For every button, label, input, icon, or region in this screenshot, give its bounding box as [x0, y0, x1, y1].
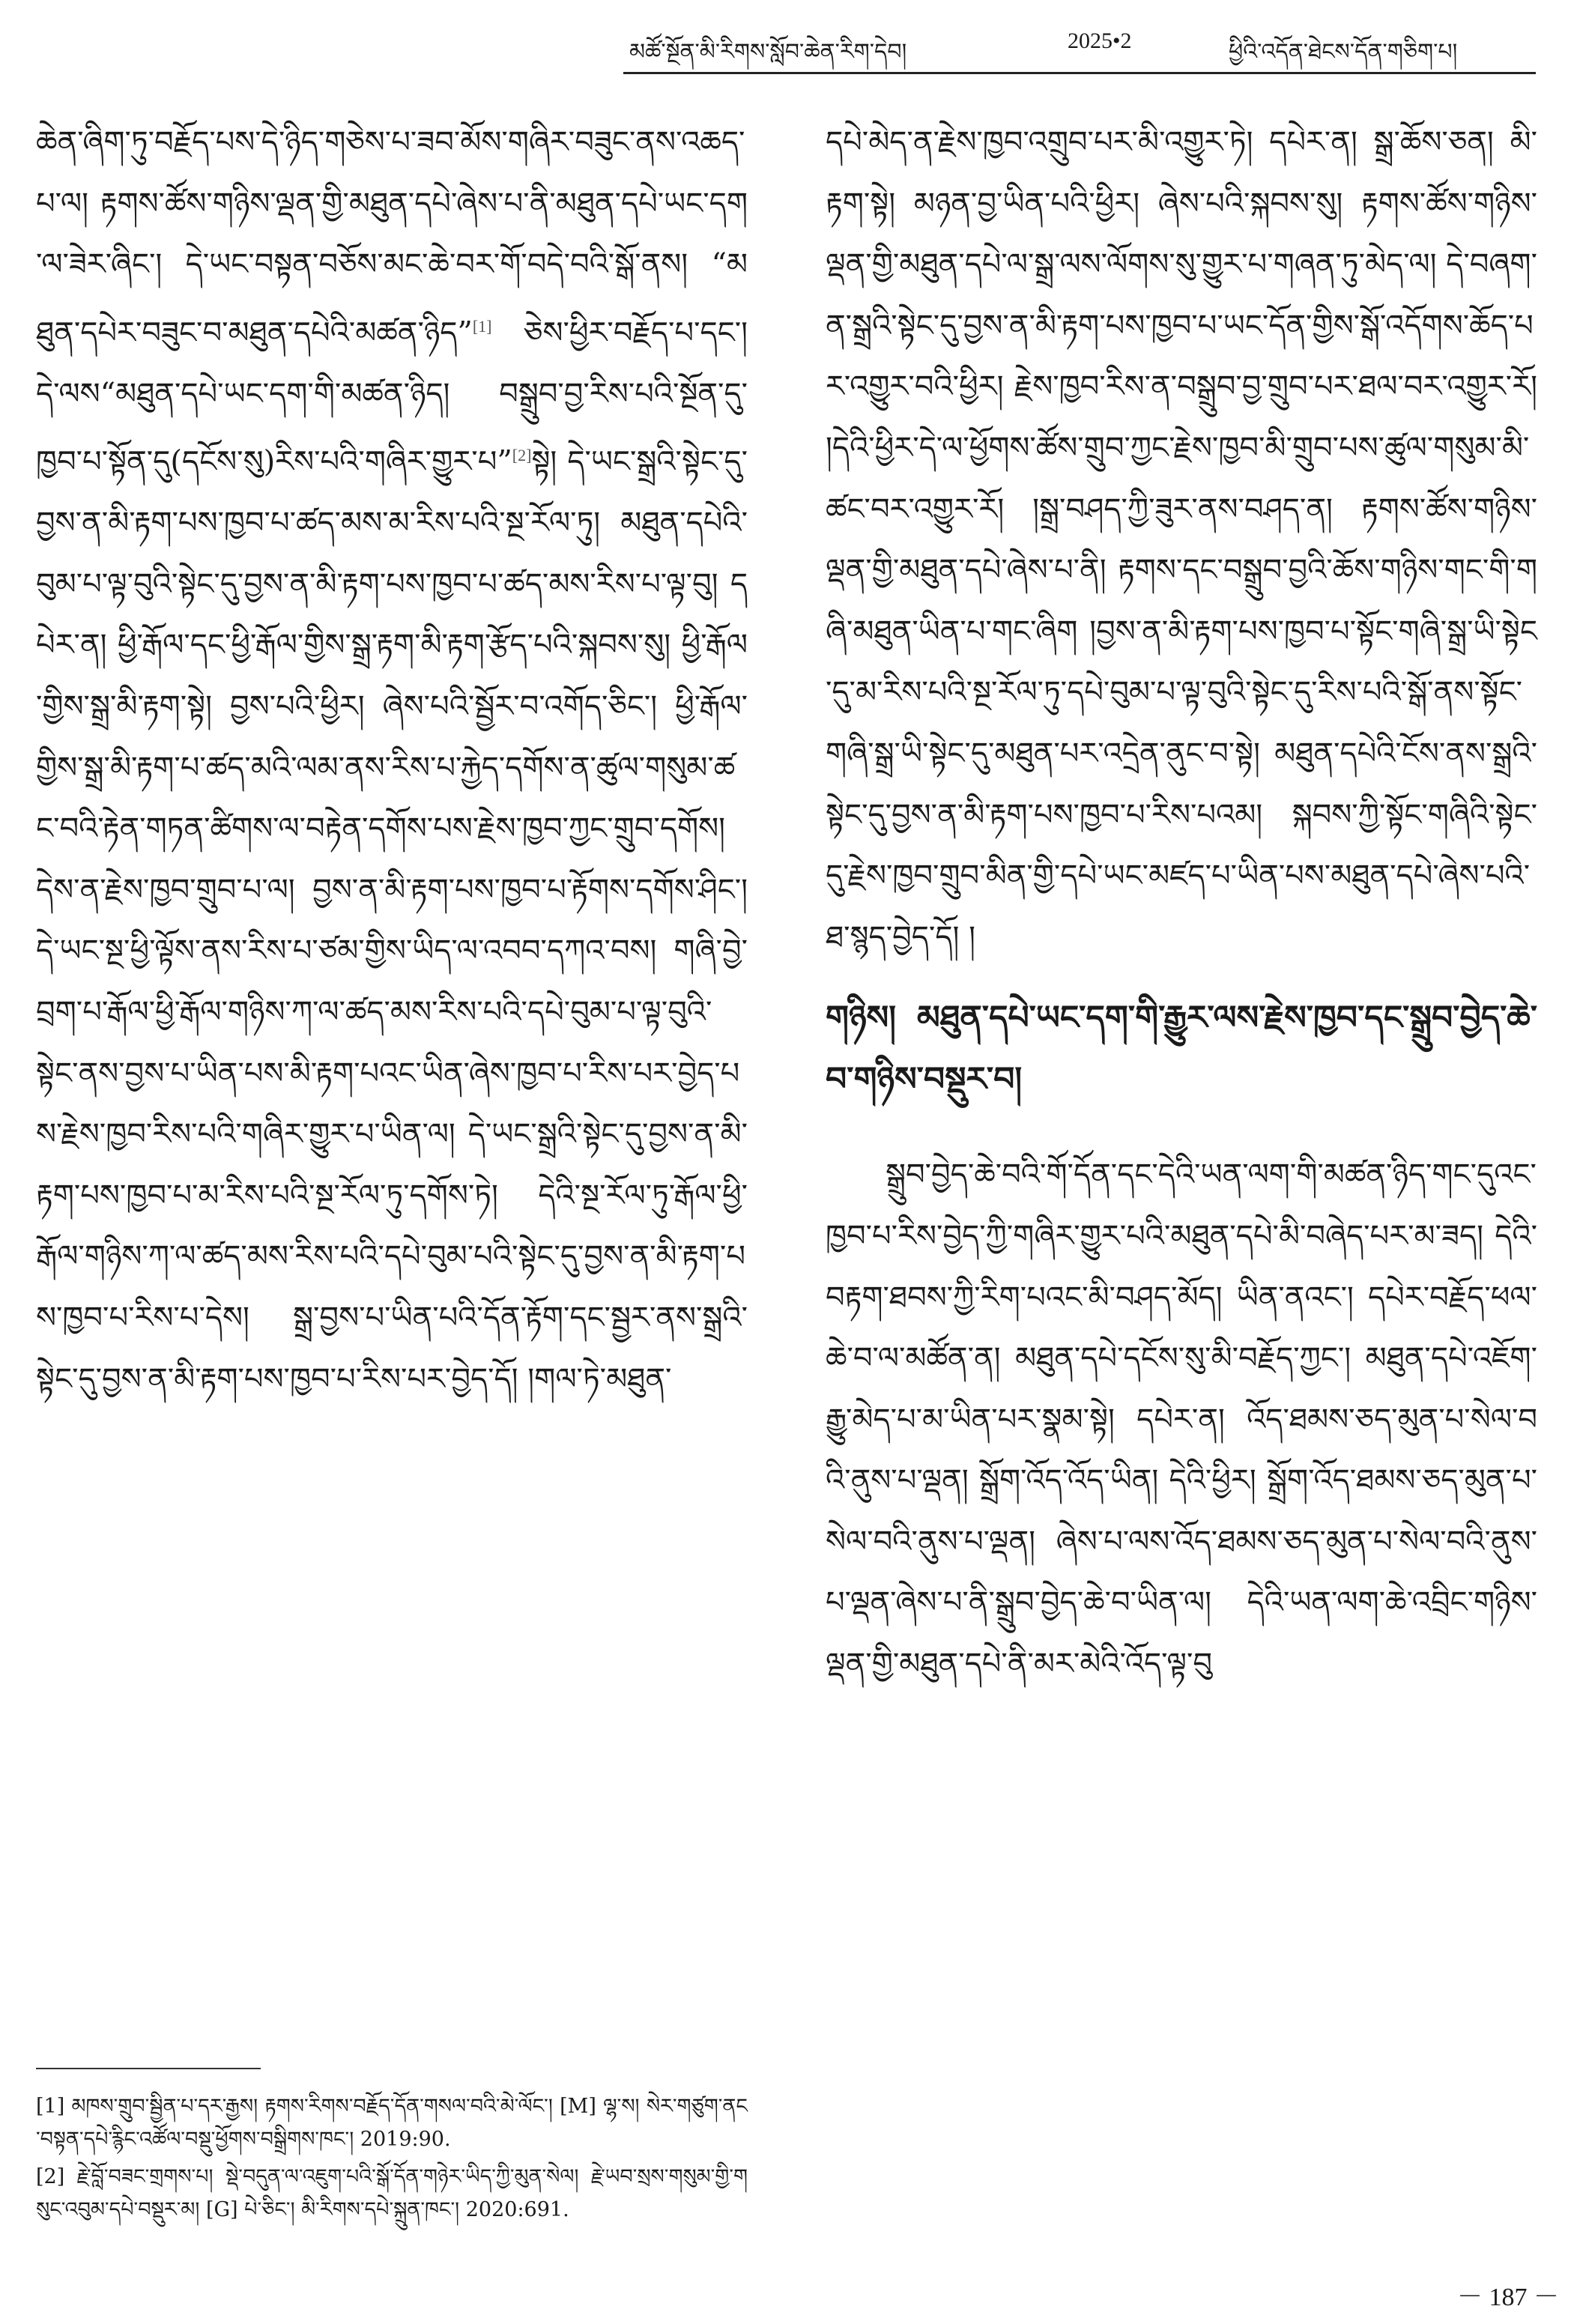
section-name: ཕྱིའི་འདོན་ཐེངས་དོན་གཅིག་པ།: [1229, 39, 1458, 65]
footnote-rule: [36, 2068, 261, 2069]
issue-number: 2025•2: [1068, 28, 1132, 53]
section-heading: གཉིས། མཐུན་དཔེ་ཡང་དག་གི་རྒྱུར་ལས་རྗེས་ཁྱབ་དང་སྒྲུབ་བྱེད་ཆེ་བ་གཉིས་བསྡུར་བ།: [826, 999, 1537, 1099]
footnotes: [36, 2090, 748, 2231]
right-column: [826, 112, 1537, 1695]
footnote-2: [2] རྗེ་བློ་བཟང་གྲགས་པ། སྡེ་བདུན་ལ་འཇུག་པའི་སྒོ་དོན་གཉེར་ཡིད་ཀྱི་མུན་སེལ། རྗེ་ཡབ་སྲས་གསུམ་གྱི་གསུང་འབུམ་དཔེ་བསྡུར་མ། [G] པེ་ཅིང་། མི་རིགས་དཔེ་སྐྲུན་ཁང་། 2020:691.: [36, 2165, 748, 2221]
journal-name: མཚོ་སྔོན་མི་རིགས་སློབ་ཆེན་རིག་དེབ།: [629, 39, 907, 65]
body-paragraph: [36, 112, 748, 1410]
body-text-segment: ཅེས་ཕྱིར་བརྗོད་པ་དང་། དེ་ལས“མཐུན་དཔེ་ཡང་དག་གི་མཚན་ཉིད། བསྒྲུབ་བྱ་རིས་པའི་སྔོན་དུ་ཁྱབ་པ་སྟོན་དུ(དངོས་སུ)རིས་པའི་གཞིར་གྱུར་པ”: [36, 315, 748, 479]
body-text-segment: སྟེ། དེ་ཡང་སྒྲའི་སྟེང་དུ་བྱས་ན་མི་རྟག་པས་ཁྱབ་པ་ཚད་མས་མ་རིས་པའི་སྔ་རོལ་ཏུ། མཐུན་དཔེའི་བུམ་པ་ལྟ་བུའི་སྟེང་དུ་བྱས་ན་མི་རྟག་པས་ཁྱབ་པ་ཚད་མས་རིས་པ་ལྟ་བུ། དཔེར་ན། ཕྱི་རྒོལ་དང་ཕྱི་རྒོལ་གྱིས་སྒྲ་རྟག་མི་རྟག་རྩོད་པའི་སྐབས་སུ། ཕྱི་རྒོལ་གྱིས་སྒྲ་མི་རྟག་སྟེ། བྱས་པའི་ཕྱིར། ཞེས་པའི་སྦྱོར་བ་འགོད་ཅིང་། ཕྱི་རྒོལ་གྱིས་སྒྲ་མི་རྟག་པ་ཚད་མའི་ལམ་ནས་རིས་པ་རྐྱེད་དགོས་ན་ཚུལ་གསུམ་ཚང་བའི་རྟེན་གཏན་ཚིགས་ལ་བརྟེན་དགོས་པས་རྗེས་ཁྱབ་ཀྱང་གྲུབ་དགོས། དེས་ན་རྗེས་ཁྱབ་གྲུབ་པ་ལ། བྱས་ན་མི་རྟག་པས་ཁྱབ་པ་རྟོགས་དགོས་ཤིང་། དེ་ཡང་སྔ་ཕྱི་ལྟོས་ནས་རིས་པ་ཙམ་གྱིས་ཡིད་ལ་འབབ་དཀའ་བས། གཞི་བྱེ་བྲག་པ་རྒོལ་ཕྱི་རྒོལ་གཉིས་ཀ་ལ་ཚད་མས་རིས་པའི་དཔེ་བུམ་པ་ལྟ་བུའི་སྟེང་ནས་བྱས་པ་ཡིན་པས་མི་རྟག་པའང་ཡིན་ཞེས་ཁྱབ་པ་རིས་པར་བྱེད་པས་རྗེས་ཁྱབ་རིས་པའི་གཞིར་གྱུར་པ་ཡིན་ལ། དེ་ཡང་སྒྲའི་སྟེང་དུ་བྱས་ན་མི་རྟག་པས་ཁྱབ་པ་མ་རིས་པའི་སྔ་རོལ་ཏུ་དགོས་ཏེ། དེའི་སྔ་རོལ་ཏུ་རྒོལ་ཕྱི་རྒོལ་གཉིས་ཀ་ལ་ཚད་མས་རིས་པའི་དཔེ་བུམ་པའི་སྟེང་དུ་བྱས་ན་མི་རྟག་པས་ཁྱབ་པ་རིས་པ་དེས། སྒྲ་བྱས་པ་ཡིན་པའི་དོན་རྟོག་དང་སྦྱར་ནས་སྒྲའི་སྟེང་དུ་བྱས་ན་མི་རྟག་པས་ཁྱབ་པ་རིས་པར་བྱེད་དོ། །གལ་ཏེ་མཐུན་: [36, 444, 748, 1396]
footnote-ref-1[interactable]: [1]: [472, 316, 492, 336]
left-column: [36, 112, 748, 1410]
page-number: － 187 －: [1457, 2284, 1559, 2311]
footnote-1: [1] མཁས་གྲུབ་སྦྱིན་པ་དར་རྒྱས། རྟགས་རིགས་བརྗོད་དོན་གསལ་བའི་མེ་ལོང་། [M] ལྷ་ས། སེར་གཙུག་ནང་བསྟན་དཔེ་རྙིང་འཚོལ་བསྡུ་ཕྱོགས་བསྒྲིགས་ཁང་། 2019:90.: [36, 2095, 748, 2151]
running-header: [0, 0, 1571, 72]
body-paragraph: སྒྲུབ་བྱེད་ཆེ་བའི་གོ་དོན་དང་དེའི་ཡན་ལག་གི་མཚན་ཉིད་གང་དུའང་ཁྱབ་པ་རིས་བྱེད་ཀྱི་གཞིར་གྱུར་པའི་མཐུན་དཔེ་མི་བཞེད་པར་མ་ཟད། དེའི་བརྟག་ཐབས་ཀྱི་རིག་པའང་མི་བཤད་མོད། ཡིན་ནའང་། དཔེར་བརྗོད་ཕལ་ཆེ་བ་ལ་མཚོན་ན། མཐུན་དཔེ་དངོས་སུ་མི་བརྗོད་ཀྱང་། མཐུན་དཔེ་འཇོག་རྒྱུ་མེད་པ་མ་ཡིན་པར་སྣམ་སྟེ། དཔེར་ན། འོད་ཐམས་ཅད་མུན་པ་སེལ་བའི་ནུས་པ་ལྡན། སྒྲོག་འོད་འོད་ཡིན། དེའི་ཕྱིར། སྒྲོག་འོད་ཐམས་ཅད་མུན་པ་སེལ་བའི་ནུས་པ་ལྡན། ཞེས་པ་ལས་འོད་ཐམས་ཅད་མུན་པ་སེལ་བའི་ནུས་པ་ལྡན་ཞེས་པ་ནི་སྒྲུབ་བྱེད་ཆེ་བ་ཡིན་ལ། དེའི་ཡན་ལག་ཆེ་འབྲིང་གཉིས་ལྡན་གྱི་མཐུན་དཔེ་ནི་མར་མེའི་འོད་ལྟ་བུ: [826, 1158, 1537, 1682]
body-paragraph: དཔེ་མེད་ན་རྗེས་ཁྱབ་འགྲུབ་པར་མི་འགྱུར་ཏེ། དཔེར་ན། སྒྲ་ཆོས་ཅན། མི་རྟག་སྟེ། མཉན་བྱ་ཡིན་པའི་ཕྱིར། ཞེས་པའི་སྐབས་སུ། རྟགས་ཚོས་གཉིས་ལྡན་གྱི་མཐུན་དཔེ་ལ་སྒྲ་ལས་ལོགས་སུ་གྱུར་པ་གཞན་ཏུ་མེད་ལ། དེ་བཞག་ན་སྒྲའི་སྟེང་དུ་བྱས་ན་མི་རྟག་པས་ཁྱབ་པ་ཡང་དོན་གྱིས་སྒོ་འདོགས་ཆོད་པར་འགྱུར་བའི་ཕྱིར། རྗེས་ཁྱབ་རིས་ན་བསྒྲུབ་བྱ་གྲུབ་པར་ཐལ་བར་འགྱུར་རོ། །དེའི་ཕྱིར་དེ་ལ་ཕྱོགས་ཚོས་གྲུབ་ཀྱང་རྗེས་ཁྱབ་མི་གྲུབ་པས་ཚུལ་གསུམ་མི་ཚང་བར་འགྱུར་རོ། །སྒྲ་བཤད་ཀྱི་ཟུར་ནས་བཤད་ན། རྟགས་ཚོས་གཉིས་ལྡན་གྱི་མཐུན་དཔེ་ཞེས་པ་ནི། རྟགས་དང་བསྒྲུབ་བྱའི་ཆོས་གཉིས་གང་གི་གཞི་མཐུན་ཡིན་པ་གང་ཞིག །བྱས་ན་མི་རྟག་པས་ཁྱབ་པ་སྟོང་གཞི་སྒྲ་ཡི་སྟེང་དུ་མ་རིས་པའི་སྔ་རོལ་ཏུ་དཔེ་བུམ་པ་ལྟ་བུའི་སྟེང་དུ་རིས་པའི་སྒོ་ནས་སྟོང་གཞི་སྒྲ་ཡི་སྟེང་དུ་མཐུན་པར་འདྲེན་ནུང་བ་སྟེ། མཐུན་དཔེའི་ངོས་ནས་སྒྲའི་སྟེང་དུ་བྱས་ན་མི་རྟག་པས་ཁྱབ་པ་རིས་པའམ། སྐབས་ཀྱི་སྟོང་གཞིའི་སྟེང་དུ་རྗེས་ཁྱབ་གྲུབ་མིན་གྱི་དཔེ་ཡང་མཛད་པ་ཡིན་པས་མཐུན་དཔེ་ཞེས་པའི་ཐ་སྙད་བྱེད་དོ། །: [826, 125, 1537, 954]
footnote-ref-2[interactable]: [2]: [512, 446, 532, 465]
header-rule: [623, 72, 1536, 74]
body-text-segment: ཆེན་ཞིག་ཏུ་བརྗོད་པས་དེ་ཉིད་གཅེས་པ་ཟབ་མོས་གཞིར་བཟུང་ནས་འཆད་པ་ལ། རྟགས་ཚོས་གཉིས་ལྡན་གྱི་མཐུན་དཔེ་ཞེས་པ་ནི་མཐུན་དཔེ་ཡང་དག་ལ་ཟེར་ཞིང་། དེ་ཡང་བསྟན་བཅོས་མང་ཆེ་བར་གོ་བདེ་བའི་སྒོ་ནས། “མཐུན་དཔེར་བཟུང་བ་མཐུན་དཔེའི་མཚན་ཉིད”: [36, 125, 748, 351]
